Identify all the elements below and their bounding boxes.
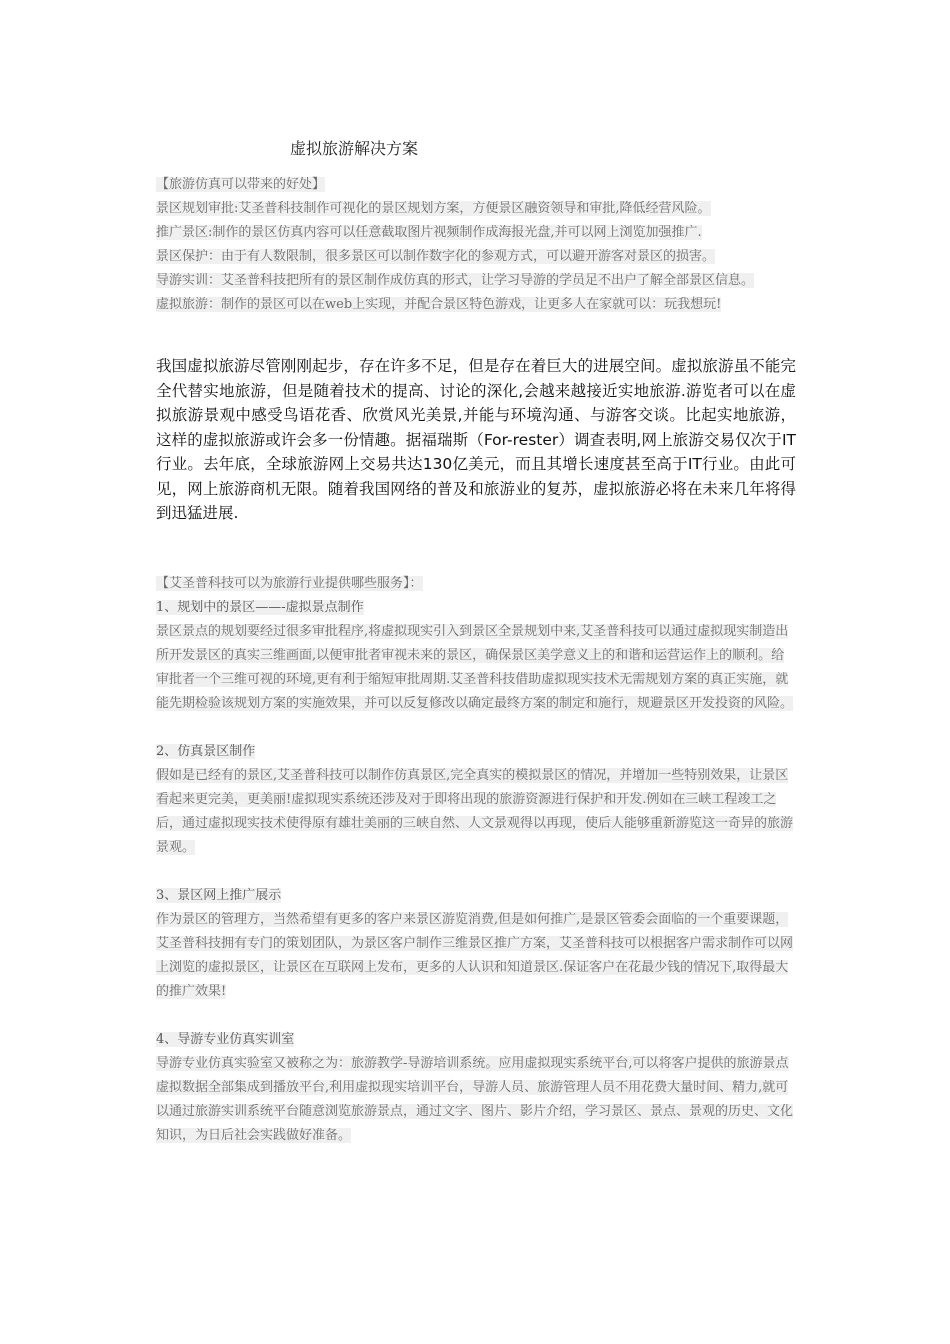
benefit-item-planning: 景区规划审批:艾圣普科技制作可视化的景区规划方案，方便景区融资领导和审批,降低经营风险。	[156, 201, 711, 216]
benefit-item-protection: 景区保护：由于有人数限制，很多景区可以制作数字化的参观方式，可以避开游客对景区的损害。	[156, 249, 716, 264]
section-body-training-room: 导游专业仿真实验室又被称之为：旅游教学-导游培训系统。应用虚拟现实系统平台,可以将客户提供的旅游景点虚拟数据全部集成到播放平台,利用虚拟现实培训平台，导游人员、旅游管理人员不用花费大量时间、精力,就可以通过旅游实训系统平台随意浏览旅游景点，通过文字、图片、影片介绍，学习景区、景点、景观的历史、文化知识，为日后社会实践做好准备。	[156, 1056, 794, 1143]
main-paragraph: 我国虚拟旅游尽管刚刚起步，存在许多不足，但是存在着巨大的进展空间。虚拟旅游虽不能完全代替实地旅游，但是随着技术的提高、讨论的深化,会越来越接近实地旅游.游览者可以在虚拟旅游景观中感受鸟语花香、欣赏风光美景,并能与环境沟通、与游客交谈。比起实地旅游，这样的虚拟旅游或许会多一份情趣。据福瑞斯（For-rester）调查表明,网上旅游交易仅次于IT行业。去年底，全球旅游网上交易共达130亿美元，而且其增长速度甚至高于IT行业。由此可见，网上旅游商机无限。随着我国网络的普及和旅游业的复苏，虚拟旅游必将在未来几年将得到迅猛进展.	[156, 357, 796, 522]
benefit-item-guide-training: 导游实训：艾圣普科技把所有的景区制作成仿真的形式，让学习导游的学员足不出户了解全部景区信息。	[156, 273, 755, 288]
section-body-simulation: 假如是已经有的景区,艾圣普科技可以制作仿真景区,完全真实的模拟景区的情况，并增加一些特别效果，让景区看起来更完美，更美丽!虚拟现实系统还涉及对于即将出现的旅游资源进行保护和开发.例如在三峡工程竣工之后，通过虚拟现实技术使得原有雄壮美丽的三峡自然、人文景观得以再现，使后人能够重新游览这一奇异的旅游景观。	[156, 768, 794, 855]
section-title-simulation: 2、仿真景区制作	[156, 744, 256, 759]
benefits-heading: 【旅游仿真可以带来的好处】	[156, 177, 326, 192]
services-block	[156, 572, 796, 1148]
section-title-training-room: 4、导游专业仿真实训室	[156, 1032, 295, 1047]
benefits-block	[156, 173, 796, 317]
document-title: 虚拟旅游解决方案	[290, 139, 419, 158]
benefit-item-virtual-tour: 虚拟旅游：制作的景区可以在web上实现，并配合景区特色游戏，让更多人在家就可以：玩我想玩!	[156, 297, 722, 312]
section-title-online-promotion: 3、景区网上推广展示	[156, 888, 282, 903]
services-heading: 【艾圣普科技可以为旅游行业提供哪些服务】：	[156, 576, 423, 591]
section-body-planning: 景区景点的规划要经过很多审批程序,将虚拟现实引入到景区全景规划中来,艾圣普科技可以通过虚拟现实制造出所开发景区的真实三维画面,以便审批者审视未来的景区，确保景区美学意义上的和谐和运营运作上的顺利。给审批者一个三维可视的环境,更有利于缩短审批周期.艾圣普科技借助虚拟现实技术无需规划方案的真正实施，就能先期检验该规划方案的实施效果，并可以反复修改以确定最终方案的制定和施行，规避景区开发投资的风险。	[156, 624, 794, 711]
section-title-planning: 1、规划中的景区——-虚拟景点制作	[156, 600, 364, 615]
benefit-item-promotion: 推广景区:制作的景区仿真内容可以任意截取图片视频制作成海报光盘,并可以网上浏览加强推广.	[156, 225, 702, 240]
section-body-online-promotion: 作为景区的管理方，当然希望有更多的客户来景区游览消费,但是如何推广,是景区管委会面临的一个重要课题，艾圣普科技拥有专门的策划团队，为景区客户制作三维景区推广方案，艾圣普科技可以根据客户需求制作可以网上浏览的虚拟景区，让景区在互联网上发布，更多的人认识和知道景区.保证客户在花最少钱的情况下,取得最大的推广效果!	[156, 912, 794, 999]
